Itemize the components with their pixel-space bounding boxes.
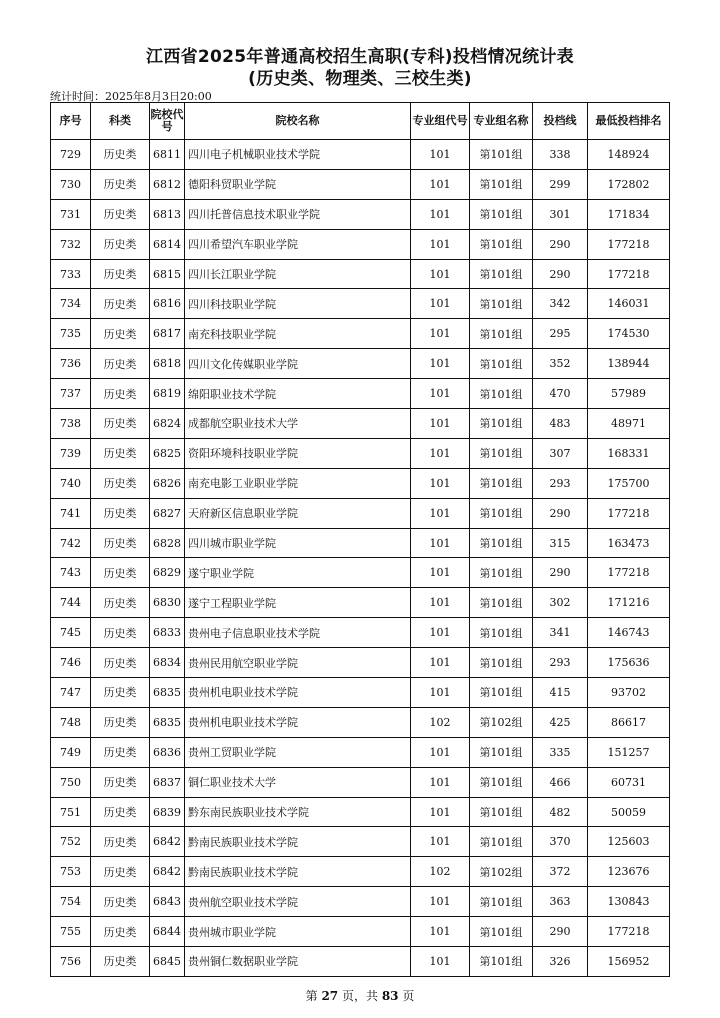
cell-school-code: 6829 (150, 558, 185, 588)
table-row (51, 767, 670, 797)
cell-min-rank: 168331 (588, 438, 670, 468)
cell-cutoff: 482 (533, 797, 588, 827)
cell-group-name: 第101组 (470, 648, 533, 678)
cell-min-rank: 174530 (588, 319, 670, 349)
cell-group-code: 101 (411, 588, 470, 618)
cell-group-code: 101 (411, 140, 470, 170)
cell-category: 历史类 (91, 947, 150, 977)
cell-school-code: 6816 (150, 289, 185, 319)
cell-group-name: 第101组 (470, 349, 533, 379)
cell-group-name: 第101组 (470, 438, 533, 468)
cell-school-name: 四川长江职业学院 (185, 259, 411, 289)
cell-min-rank: 177218 (588, 259, 670, 289)
table-row (51, 737, 670, 767)
cell-category: 历史类 (91, 229, 150, 259)
cell-category: 历史类 (91, 618, 150, 648)
table-row (51, 707, 670, 737)
cell-group-code: 101 (411, 618, 470, 648)
cell-group-code: 101 (411, 319, 470, 349)
header-cutoff: 投档线 (533, 103, 588, 140)
cell-school-code: 6835 (150, 678, 185, 708)
cell-group-name: 第101组 (470, 947, 533, 977)
cell-group-name: 第101组 (470, 140, 533, 170)
cell-group-name: 第101组 (470, 887, 533, 917)
cell-school-name: 贵州铜仁数据职业学院 (185, 947, 411, 977)
footer-suffix: 页 (402, 989, 415, 1003)
header-seq: 序号 (51, 103, 91, 140)
cell-cutoff: 295 (533, 319, 588, 349)
cell-school-name: 绵阳职业技术学院 (185, 379, 411, 409)
cell-category: 历史类 (91, 648, 150, 678)
cell-group-name: 第102组 (470, 857, 533, 887)
cell-cutoff: 290 (533, 229, 588, 259)
cell-seq: 751 (51, 797, 91, 827)
cell-group-name: 第102组 (470, 707, 533, 737)
cell-min-rank: 146743 (588, 618, 670, 648)
cell-min-rank: 60731 (588, 767, 670, 797)
table-row (51, 857, 670, 887)
cell-school-code: 6834 (150, 648, 185, 678)
cell-category: 历史类 (91, 707, 150, 737)
cell-cutoff: 307 (533, 438, 588, 468)
cell-group-name: 第101组 (470, 379, 533, 409)
cell-category: 历史类 (91, 438, 150, 468)
cell-school-name: 黔南民族职业技术学院 (185, 827, 411, 857)
cell-group-code: 101 (411, 438, 470, 468)
cell-cutoff: 326 (533, 947, 588, 977)
cell-school-name: 遂宁职业学院 (185, 558, 411, 588)
cell-seq: 738 (51, 409, 91, 439)
table-row (51, 140, 670, 170)
table-row (51, 827, 670, 857)
cell-school-code: 6842 (150, 857, 185, 887)
cell-cutoff: 372 (533, 857, 588, 887)
cell-group-name: 第101组 (470, 827, 533, 857)
header-group-name: 专业组名称 (470, 103, 533, 140)
cell-category: 历史类 (91, 169, 150, 199)
cell-category: 历史类 (91, 767, 150, 797)
cell-category: 历史类 (91, 827, 150, 857)
admission-table (50, 102, 670, 977)
cell-school-name: 天府新区信息职业学院 (185, 498, 411, 528)
cell-category: 历史类 (91, 917, 150, 947)
cell-group-code: 101 (411, 887, 470, 917)
cell-group-code: 101 (411, 797, 470, 827)
cell-group-code: 101 (411, 169, 470, 199)
cell-school-code: 6815 (150, 259, 185, 289)
cell-cutoff: 293 (533, 468, 588, 498)
cell-category: 历史类 (91, 588, 150, 618)
cell-group-code: 101 (411, 767, 470, 797)
cell-school-name: 南充科技职业学院 (185, 319, 411, 349)
cell-category: 历史类 (91, 349, 150, 379)
table-row (51, 528, 670, 558)
cell-school-code: 6819 (150, 379, 185, 409)
cell-school-code: 6827 (150, 498, 185, 528)
table-row (51, 379, 670, 409)
cell-school-name: 贵州民用航空职业学院 (185, 648, 411, 678)
cell-cutoff: 338 (533, 140, 588, 170)
cell-cutoff: 290 (533, 259, 588, 289)
cell-group-code: 101 (411, 947, 470, 977)
page-subtitle: (历史类、物理类、三校生类) (248, 69, 472, 89)
cell-school-code: 6835 (150, 707, 185, 737)
footer-prefix: 第 (305, 989, 318, 1003)
cell-seq: 750 (51, 767, 91, 797)
table-row (51, 229, 670, 259)
cell-school-name: 四川文化传媒职业学院 (185, 349, 411, 379)
cell-school-code: 6839 (150, 797, 185, 827)
cell-school-code: 6842 (150, 827, 185, 857)
cell-school-code: 6811 (150, 140, 185, 170)
cell-group-code: 101 (411, 648, 470, 678)
cell-group-name: 第101组 (470, 498, 533, 528)
cell-school-name: 遂宁工程职业学院 (185, 588, 411, 618)
cell-cutoff: 370 (533, 827, 588, 857)
cell-school-name: 黔南民族职业技术学院 (185, 857, 411, 887)
cell-min-rank: 177218 (588, 558, 670, 588)
cell-category: 历史类 (91, 737, 150, 767)
cell-school-name: 四川科技职业学院 (185, 289, 411, 319)
cell-group-name: 第101组 (470, 259, 533, 289)
cell-group-code: 101 (411, 409, 470, 439)
cell-min-rank: 156952 (588, 947, 670, 977)
table-header-row (51, 103, 670, 140)
stat-time: 统计时间：2025年8月3日20:00 (50, 90, 212, 103)
cell-group-name: 第101组 (470, 917, 533, 947)
cell-seq: 737 (51, 379, 91, 409)
cell-school-name: 德阳科贸职业学院 (185, 169, 411, 199)
cell-seq: 730 (51, 169, 91, 199)
cell-category: 历史类 (91, 379, 150, 409)
cell-category: 历史类 (91, 289, 150, 319)
cell-school-code: 6845 (150, 947, 185, 977)
cell-school-code: 6817 (150, 319, 185, 349)
footer-page: 27 (321, 989, 339, 1003)
cell-category: 历史类 (91, 259, 150, 289)
cell-school-name: 四川电子机械职业技术学院 (185, 140, 411, 170)
cell-seq: 744 (51, 588, 91, 618)
cell-seq: 729 (51, 140, 91, 170)
table-row (51, 289, 670, 319)
cell-seq: 752 (51, 827, 91, 857)
table-row (51, 409, 670, 439)
cell-min-rank: 151257 (588, 737, 670, 767)
cell-min-rank: 146031 (588, 289, 670, 319)
cell-school-name: 四川城市职业学院 (185, 528, 411, 558)
cell-school-code: 6825 (150, 438, 185, 468)
cell-school-name: 资阳环境科技职业学院 (185, 438, 411, 468)
cell-group-name: 第101组 (470, 558, 533, 588)
cell-school-name: 贵州城市职业学院 (185, 917, 411, 947)
cell-cutoff: 470 (533, 379, 588, 409)
cell-school-code: 6843 (150, 887, 185, 917)
cell-seq: 755 (51, 917, 91, 947)
cell-school-code: 6844 (150, 917, 185, 947)
cell-cutoff: 302 (533, 588, 588, 618)
cell-min-rank: 175636 (588, 648, 670, 678)
cell-cutoff: 425 (533, 707, 588, 737)
table-row (51, 498, 670, 528)
cell-min-rank: 50059 (588, 797, 670, 827)
cell-group-code: 101 (411, 468, 470, 498)
cell-school-name: 四川托普信息技术职业学院 (185, 199, 411, 229)
cell-group-code: 101 (411, 498, 470, 528)
cell-school-name: 贵州航空职业技术学院 (185, 887, 411, 917)
table-row (51, 259, 670, 289)
cell-min-rank: 48971 (588, 409, 670, 439)
cell-cutoff: 290 (533, 917, 588, 947)
cell-category: 历史类 (91, 797, 150, 827)
cell-group-name: 第101组 (470, 199, 533, 229)
cell-group-name: 第101组 (470, 588, 533, 618)
table-row (51, 947, 670, 977)
table-row (51, 319, 670, 349)
cell-seq: 745 (51, 618, 91, 648)
cell-cutoff: 301 (533, 199, 588, 229)
cell-min-rank: 171834 (588, 199, 670, 229)
cell-school-name: 铜仁职业技术大学 (185, 767, 411, 797)
cell-group-name: 第101组 (470, 618, 533, 648)
cell-seq: 749 (51, 737, 91, 767)
cell-cutoff: 290 (533, 558, 588, 588)
cell-school-name: 成都航空职业技术大学 (185, 409, 411, 439)
cell-min-rank: 177218 (588, 229, 670, 259)
cell-group-name: 第101组 (470, 468, 533, 498)
cell-seq: 748 (51, 707, 91, 737)
cell-category: 历史类 (91, 528, 150, 558)
cell-group-name: 第101组 (470, 409, 533, 439)
cell-group-name: 第101组 (470, 797, 533, 827)
cell-group-name: 第101组 (470, 678, 533, 708)
cell-group-code: 101 (411, 229, 470, 259)
table-row (51, 588, 670, 618)
cell-school-code: 6824 (150, 409, 185, 439)
cell-category: 历史类 (91, 887, 150, 917)
cell-min-rank: 148924 (588, 140, 670, 170)
cell-group-code: 101 (411, 349, 470, 379)
cell-cutoff: 483 (533, 409, 588, 439)
cell-cutoff: 466 (533, 767, 588, 797)
cell-min-rank: 138944 (588, 349, 670, 379)
cell-group-code: 101 (411, 827, 470, 857)
cell-group-code: 101 (411, 259, 470, 289)
cell-school-code: 6814 (150, 229, 185, 259)
cell-seq: 747 (51, 678, 91, 708)
cell-min-rank: 175700 (588, 468, 670, 498)
cell-cutoff: 341 (533, 618, 588, 648)
cell-seq: 756 (51, 947, 91, 977)
table-row (51, 648, 670, 678)
page-title: 江西省2025年普通高校招生高职(专科)投档情况统计表 (146, 47, 574, 67)
cell-seq: 740 (51, 468, 91, 498)
cell-seq: 736 (51, 349, 91, 379)
table-row (51, 887, 670, 917)
header-category: 科类 (91, 103, 150, 140)
cell-school-code: 6826 (150, 468, 185, 498)
cell-cutoff: 352 (533, 349, 588, 379)
cell-seq: 731 (51, 199, 91, 229)
cell-cutoff: 299 (533, 169, 588, 199)
cell-seq: 735 (51, 319, 91, 349)
cell-seq: 743 (51, 558, 91, 588)
cell-cutoff: 290 (533, 498, 588, 528)
cell-seq: 742 (51, 528, 91, 558)
cell-cutoff: 293 (533, 648, 588, 678)
table-row (51, 678, 670, 708)
cell-school-code: 6836 (150, 737, 185, 767)
cell-cutoff: 415 (533, 678, 588, 708)
footer-total: 83 (381, 989, 399, 1003)
cell-group-code: 101 (411, 917, 470, 947)
table-row (51, 558, 670, 588)
cell-group-name: 第101组 (470, 528, 533, 558)
cell-category: 历史类 (91, 409, 150, 439)
cell-category: 历史类 (91, 199, 150, 229)
table-row (51, 468, 670, 498)
table-row (51, 199, 670, 229)
table-row (51, 917, 670, 947)
cell-school-code: 6812 (150, 169, 185, 199)
cell-category: 历史类 (91, 498, 150, 528)
cell-cutoff: 342 (533, 289, 588, 319)
cell-school-name: 黔东南民族职业技术学院 (185, 797, 411, 827)
cell-school-code: 6830 (150, 588, 185, 618)
cell-seq: 753 (51, 857, 91, 887)
cell-seq: 739 (51, 438, 91, 468)
cell-min-rank: 125603 (588, 827, 670, 857)
page-footer (0, 987, 720, 1004)
cell-min-rank: 93702 (588, 678, 670, 708)
cell-group-code: 101 (411, 289, 470, 319)
cell-school-name: 贵州工贸职业学院 (185, 737, 411, 767)
cell-cutoff: 315 (533, 528, 588, 558)
cell-seq: 754 (51, 887, 91, 917)
cell-school-name: 贵州电子信息职业技术学院 (185, 618, 411, 648)
cell-school-code: 6813 (150, 199, 185, 229)
cell-category: 历史类 (91, 857, 150, 887)
header-school-name: 院校名称 (185, 103, 411, 140)
cell-min-rank: 172802 (588, 169, 670, 199)
cell-group-name: 第101组 (470, 767, 533, 797)
header-school-code: 院校代号 (150, 103, 185, 140)
table-row (51, 618, 670, 648)
cell-seq: 733 (51, 259, 91, 289)
cell-category: 历史类 (91, 468, 150, 498)
cell-seq: 734 (51, 289, 91, 319)
cell-group-name: 第101组 (470, 169, 533, 199)
table-row (51, 169, 670, 199)
cell-group-code: 102 (411, 707, 470, 737)
cell-min-rank: 123676 (588, 857, 670, 887)
table-row (51, 797, 670, 827)
cell-cutoff: 335 (533, 737, 588, 767)
table-row (51, 438, 670, 468)
cell-seq: 746 (51, 648, 91, 678)
cell-category: 历史类 (91, 140, 150, 170)
header-group-code: 专业组代号 (411, 103, 470, 140)
cell-category: 历史类 (91, 678, 150, 708)
footer-mid: 页，共 (341, 989, 378, 1003)
cell-group-name: 第101组 (470, 229, 533, 259)
cell-school-code: 6833 (150, 618, 185, 648)
cell-group-code: 101 (411, 558, 470, 588)
cell-seq: 732 (51, 229, 91, 259)
cell-min-rank: 177218 (588, 498, 670, 528)
cell-category: 历史类 (91, 558, 150, 588)
cell-min-rank: 86617 (588, 707, 670, 737)
cell-school-code: 6828 (150, 528, 185, 558)
cell-group-code: 101 (411, 379, 470, 409)
cell-school-name: 南充电影工业职业学院 (185, 468, 411, 498)
cell-school-code: 6837 (150, 767, 185, 797)
cell-group-name: 第101组 (470, 289, 533, 319)
cell-group-name: 第101组 (470, 737, 533, 767)
cell-seq: 741 (51, 498, 91, 528)
cell-min-rank: 163473 (588, 528, 670, 558)
cell-school-name: 四川希望汽车职业学院 (185, 229, 411, 259)
cell-school-code: 6818 (150, 349, 185, 379)
cell-min-rank: 177218 (588, 917, 670, 947)
table-row (51, 349, 670, 379)
cell-school-name: 贵州机电职业技术学院 (185, 678, 411, 708)
cell-min-rank: 171216 (588, 588, 670, 618)
cell-group-code: 101 (411, 528, 470, 558)
cell-group-code: 102 (411, 857, 470, 887)
cell-group-code: 101 (411, 678, 470, 708)
cell-min-rank: 57989 (588, 379, 670, 409)
cell-min-rank: 130843 (588, 887, 670, 917)
cell-school-name: 贵州机电职业技术学院 (185, 707, 411, 737)
cell-category: 历史类 (91, 319, 150, 349)
cell-group-name: 第101组 (470, 319, 533, 349)
header-min-rank: 最低投档排名 (588, 103, 670, 140)
cell-cutoff: 363 (533, 887, 588, 917)
cell-group-code: 101 (411, 737, 470, 767)
cell-group-code: 101 (411, 199, 470, 229)
